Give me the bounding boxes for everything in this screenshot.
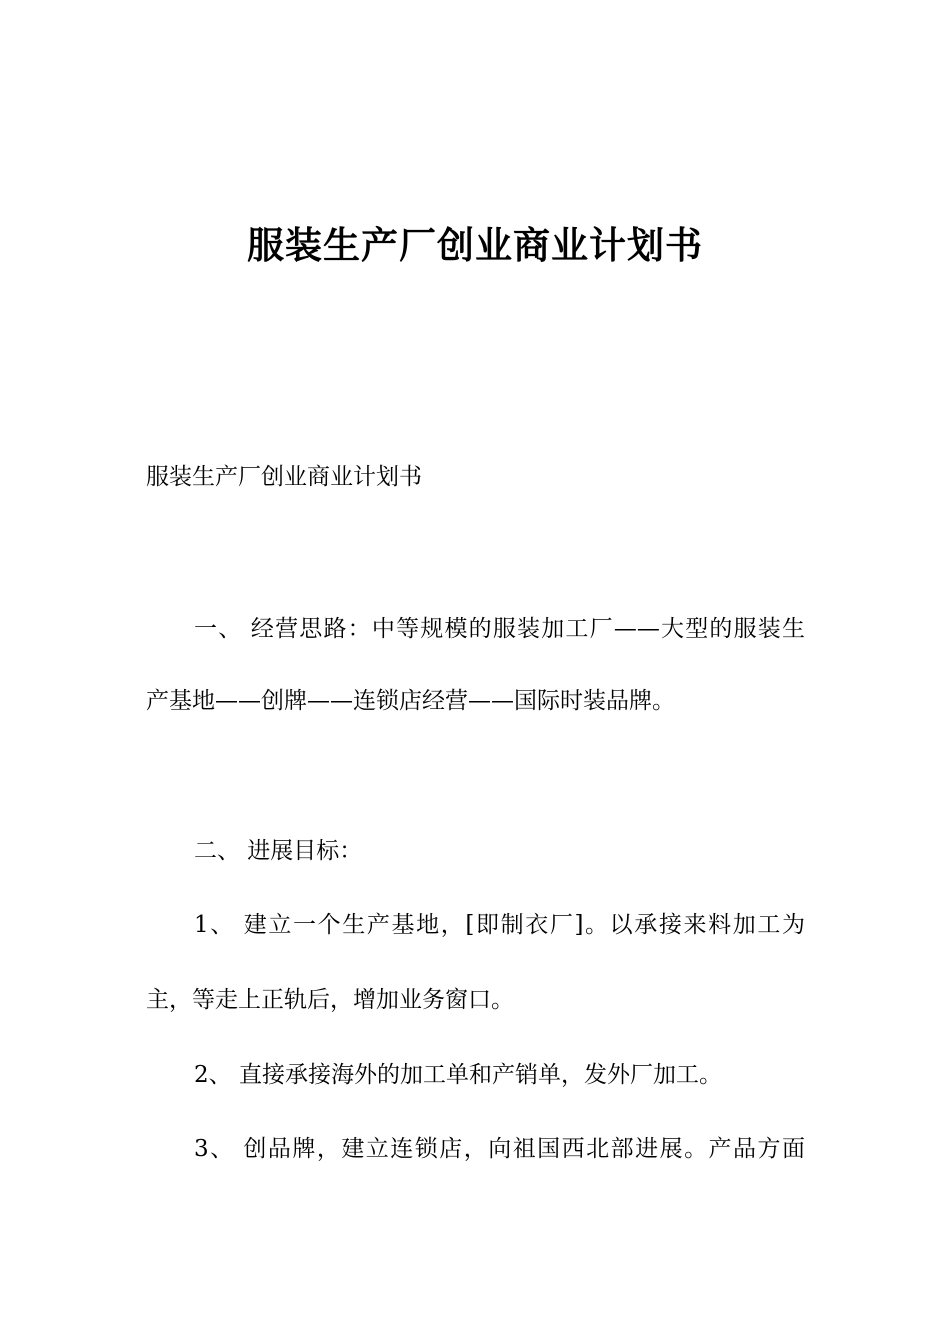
paragraph-line: 3、 创品牌，建立连锁店，向祖国西北部进展。产品方面 — [194, 1136, 805, 1162]
subtitle: 服装生产厂创业商业计划书 — [146, 464, 422, 490]
paragraph-line: 主，等走上正轨后，增加业务窗口。 — [146, 987, 514, 1013]
page-title: 服装生产厂创业商业计划书 — [247, 224, 703, 267]
paragraph-line: 产基地——创牌——连锁店经营——国际时装品牌。 — [146, 688, 675, 714]
paragraph-line: 2、 直接承接海外的加工单和产销单，发外厂加工。 — [194, 1062, 722, 1088]
paragraph-line: 1、 建立一个生产基地，[即制衣厂]。以承接来料加工为 — [194, 912, 805, 938]
paragraph-line: 一、 经营思路：中等规模的服装加工厂——大型的服装生 — [194, 616, 805, 642]
heading-line: 二、 进展目标： — [194, 838, 363, 864]
